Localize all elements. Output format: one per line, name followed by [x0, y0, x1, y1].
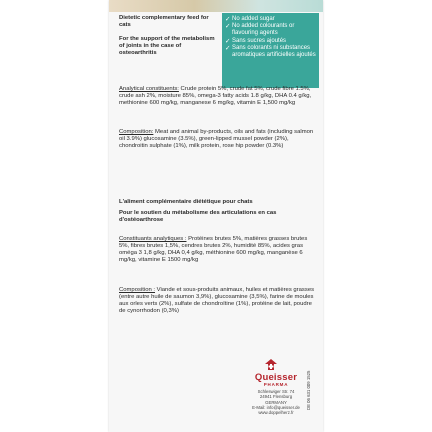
- analytical-constituents-fr: [119, 236, 317, 264]
- purpose-en: For the support of the metabolism of joints in the case of osteoarthritis: [119, 36, 215, 57]
- brand-subtitle: PHARMA: [263, 382, 289, 387]
- registration-code: DE 06 631 009 1525: [306, 370, 311, 410]
- queisser-logo-icon: [264, 359, 278, 371]
- composition-text-en: Meat and animal by-products, oils and fats (including salmon oil 3.9%) glucosamine (3.5%), green-lipped mussel powder (2%), chondroitin sulphate (1%), milk protein, rose hip powder (0.3%): [119, 129, 314, 150]
- product-type-en: Dietetic complementary feed for cats: [119, 15, 209, 29]
- analytical-label-fr: Constituants analytiques :: [119, 236, 187, 242]
- composition-text-fr: Viande et sous-produits animaux, huiles et matières grasses (entre autre huile de saumon 3,9%), glucosamine (3,5%), farine de moules aux orles verts (2%), sulfate de chondroïtine (1%), protéine de lait, poudre de cynorrhodon (0,3%): [119, 287, 315, 315]
- checkmark-icon: ✓: [225, 16, 231, 23]
- purpose-fr: Pour le soutien du métabolisme des articulations en cas d'ostéoarthrose: [119, 210, 277, 224]
- address-line: www.doppelherz.fr: [258, 410, 294, 416]
- manufacturer-address: [239, 389, 313, 415]
- composition-label-fr: Composition :: [119, 287, 156, 293]
- address-line: Schleswiger Str. 74: [257, 389, 295, 394]
- address-line: E-Mail: info@queisser.de: [252, 404, 300, 410]
- claim-item: ✓ Sans sucres ajoutés: [225, 37, 287, 45]
- analytical-constituents-en: [119, 86, 317, 107]
- checkmark-icon: ✓: [225, 23, 231, 31]
- composition-fr: [119, 287, 317, 315]
- analytical-text-en: Crude protein 5%, crude fat 5%, crude fibre 1.5%, crude ash 2%, moisture 85%, omega-3 fatty acids 1.8 g/kg, DHA 0.4 g/kg, methionine 600 mg/kg, manganese 6 mg/kg, vitamin E 1,500 mg/kg: [119, 86, 312, 107]
- address-line: 24941 Flensburg: [259, 394, 293, 400]
- analytical-text-fr: Protéines brutes 5%, matières grasses brutes 5%, fibres brutes 1,5%, cendres brutes 2%, humidité 85%, acides gras oméga 3 1,8 g/kg, DHA 0,4 g/kg, méthionine 600 mg/kg, manganèse 6 mg/kg, vitamine E 1500 mg/kg: [119, 236, 308, 264]
- checkmark-icon: ✓: [225, 37, 231, 45]
- checkmark-icon: ✓: [225, 44, 231, 52]
- address-line: GERMANY: [265, 399, 287, 405]
- claim-item: ✓ Sans colorants ni substances aromatiques artificielles ajoutés: [225, 44, 316, 59]
- claims-panel: [222, 13, 319, 88]
- claim-item: ✓ No added colourants or flavouring agents: [225, 23, 295, 37]
- composition-en: [119, 129, 317, 150]
- analytical-label-en: Analytical constituents:: [119, 86, 179, 92]
- product-type-fr: L'aliment complémentaire diététique pour chats: [119, 199, 253, 205]
- brand-name: Queisser: [254, 372, 298, 383]
- top-color-strip: [109, 0, 323, 12]
- composition-label-en: Composition:: [119, 129, 154, 135]
- package-panel: [109, 0, 323, 432]
- claim-item: ✓ No added sugar: [225, 16, 275, 23]
